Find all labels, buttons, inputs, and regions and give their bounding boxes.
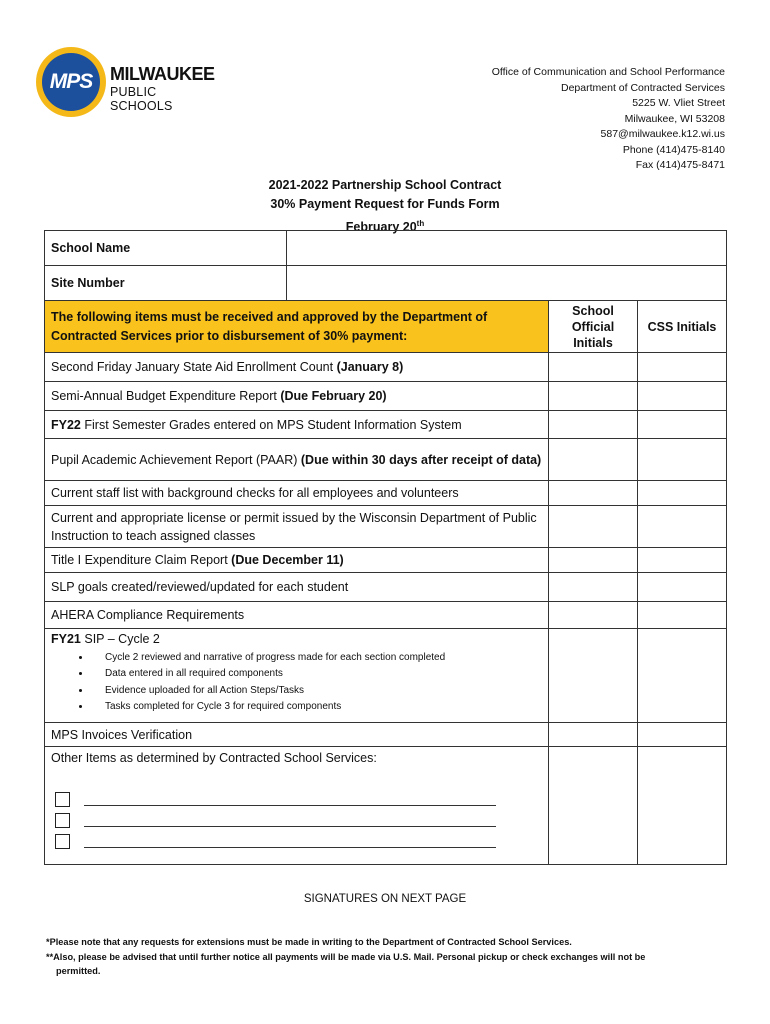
css-initials-cell[interactable] [638, 506, 727, 548]
css-initials-cell[interactable] [638, 602, 727, 629]
table-row [45, 506, 727, 548]
school-official-initials-header: School Official Initials [549, 301, 638, 353]
item-text: Current staff list with background checks for all employees and volunteers [45, 481, 549, 506]
address-department: Department of Contracted Services [561, 81, 725, 94]
header-row [45, 301, 727, 353]
invoices-item: MPS Invoices Verification [45, 723, 549, 747]
item-text: AHERA Compliance Requirements [45, 602, 549, 629]
list-item: • Data entered in all required components [91, 666, 542, 683]
form-title [0, 176, 770, 237]
table-row [45, 439, 727, 481]
school-initials-cell[interactable] [549, 411, 638, 439]
address-email: 587@milwaukee.k12.wi.us [600, 128, 725, 140]
school-initials-cell[interactable] [549, 439, 638, 481]
site-number-label: Site Number [45, 266, 287, 301]
sip-row [45, 629, 727, 723]
item-text: FY22 First Semester Grades entered on MPS Student Information System [45, 411, 549, 439]
css-initials-cell[interactable] [638, 548, 727, 573]
address-office: Office of Communication and School Performance [491, 66, 725, 78]
site-number-row [45, 266, 727, 301]
school-initials-cell[interactable] [549, 747, 638, 865]
logo-line2: PUBLIC SCHOOLS [110, 85, 173, 113]
other-items-lines [51, 765, 542, 864]
address-city: Milwaukee, WI 53208 [624, 112, 725, 125]
checkbox-3[interactable] [55, 834, 70, 849]
title-line3: February 20th [345, 219, 425, 235]
address-street: 5225 W. Vliet Street [632, 97, 725, 109]
address-phone: Phone (414)475-8140 [622, 143, 725, 156]
other-items [45, 747, 549, 865]
sip-item [45, 629, 549, 723]
table-row [45, 573, 727, 602]
school-initials-cell[interactable] [549, 573, 638, 602]
school-initials-cell[interactable] [549, 382, 638, 411]
sip-bullets [51, 650, 542, 716]
footnote-2: **Also, please be advised that until further notice all payments will be made via U.S. Mail. Personal pickup or check exchanges will not be [46, 951, 646, 962]
logo-abbr: MPS [42, 53, 100, 111]
css-initials-cell[interactable] [638, 439, 727, 481]
css-initials-cell[interactable] [638, 573, 727, 602]
signatures-note: SIGNATURES ON NEXT PAGE [303, 893, 467, 905]
css-initials-cell[interactable] [638, 481, 727, 506]
table-row [45, 382, 727, 411]
list-item: • Evidence uploaded for all Action Steps/Tasks [91, 683, 542, 700]
school-name-field[interactable] [287, 231, 727, 266]
school-initials-cell[interactable] [549, 353, 638, 382]
school-initials-cell[interactable] [549, 723, 638, 747]
footnote-2-cont: permitted. [56, 966, 101, 976]
footnote-1: *Please note that any requests for extensions must be made in writing to the Department of Contracted School Services. [46, 937, 572, 947]
css-initials-cell[interactable] [638, 723, 727, 747]
css-initials-cell[interactable] [638, 747, 727, 865]
title-line1: 2021-2022 Partnership School Contract [268, 178, 502, 192]
table-row [45, 548, 727, 573]
title-line2: 30% Payment Request for Funds Form [270, 197, 500, 211]
logo-circle-icon [36, 47, 106, 117]
mps-logo [36, 47, 215, 117]
other-item-line-3[interactable] [84, 835, 496, 848]
table-row [45, 602, 727, 629]
list-item: • Cycle 2 reviewed and narrative of progress made for each section completed [91, 650, 542, 667]
table-row [45, 723, 727, 747]
table-row [45, 481, 727, 506]
item-text: Second Friday January State Aid Enrollment Count (January 8) [45, 353, 549, 382]
other-items-label: Other Items as determined by Contracted School Services: [51, 751, 377, 765]
school-initials-cell[interactable] [549, 506, 638, 548]
instruction-header: The following items must be received and approved by the Department of Contracted Services prior to disbursement of 30% payment: [45, 301, 549, 353]
table-row [45, 353, 727, 382]
school-name-row [45, 231, 727, 266]
item-text: Semi-Annual Budget Expenditure Report (Due February 20) [45, 382, 549, 411]
address-fax: Fax (414)475-8471 [635, 159, 725, 171]
site-number-field[interactable] [287, 266, 727, 301]
checkbox-1[interactable] [55, 792, 70, 807]
table-row [45, 411, 727, 439]
item-text: SLP goals created/reviewed/updated for each student [45, 573, 549, 602]
css-initials-cell[interactable] [638, 629, 727, 723]
payment-request-table [44, 230, 727, 865]
school-initials-cell[interactable] [549, 629, 638, 723]
item-text: Pupil Academic Achievement Report (PAAR) (Due within 30 days after receipt of data) [45, 439, 549, 481]
other-item-line-1[interactable] [84, 793, 496, 806]
other-item-line-2[interactable] [84, 814, 496, 827]
school-initials-cell[interactable] [549, 602, 638, 629]
checkbox-2[interactable] [55, 813, 70, 828]
school-initials-cell[interactable] [549, 481, 638, 506]
address-block [492, 65, 725, 174]
css-initials-cell[interactable] [638, 353, 727, 382]
css-initials-cell[interactable] [638, 382, 727, 411]
css-initials-header: CSS Initials [638, 301, 727, 353]
list-item: • Tasks completed for Cycle 3 for required components [91, 699, 542, 716]
school-initials-cell[interactable] [549, 548, 638, 573]
logo-line1: MILWAUKEE [110, 64, 215, 84]
sip-title: FY21 SIP – Cycle 2 [51, 631, 160, 646]
other-items-row [45, 747, 727, 865]
school-name-label: School Name [45, 231, 287, 266]
footnotes [46, 935, 726, 979]
item-text: Title I Expenditure Claim Report (Due December 11) [45, 548, 549, 573]
item-text: Current and appropriate license or permit issued by the Wisconsin Department of Public Instruction to teach assigned classes [45, 506, 549, 548]
css-initials-cell[interactable] [638, 411, 727, 439]
